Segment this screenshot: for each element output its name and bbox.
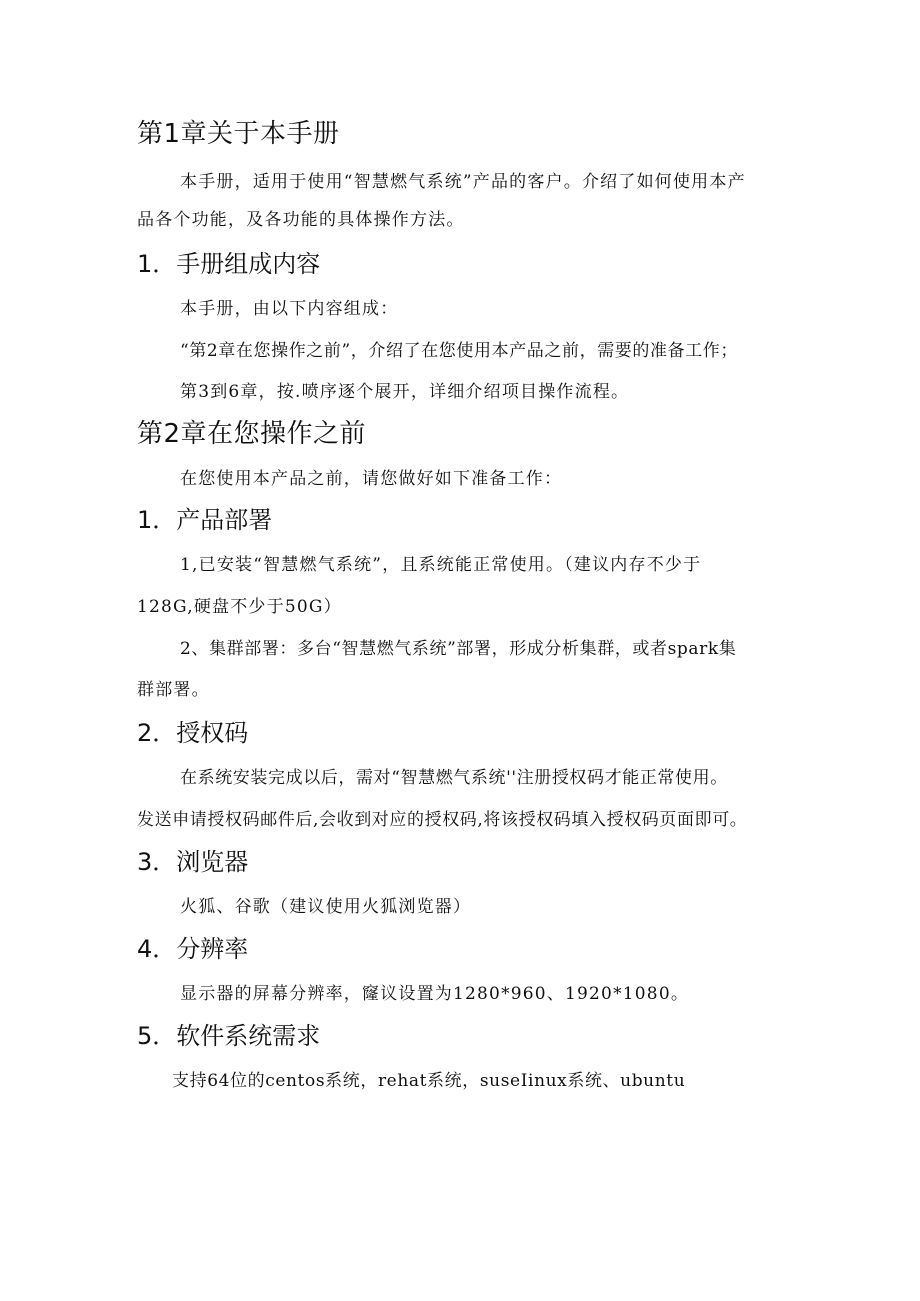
section-2-4-line-1: 显示器的屏幕分辨率，窿议设置为1280*960、1920*1080。	[180, 984, 690, 1004]
section-2-5-line-1: 支持64位的centos系统，rehat系统，suseIinux系统、ubuntu	[172, 1071, 686, 1091]
section-1-1-title: 1．手册组成内容	[137, 250, 321, 278]
chapter-1-intro-line-2: 品各个功能，及各功能的具体操作方法。	[137, 210, 465, 230]
chapter-1-title: 第1章关于本手册	[137, 119, 340, 149]
chapter-2-intro: 在您使用本产品之前，请您做好如下准备工作：	[180, 469, 563, 489]
section-2-1-item-2-line-1: 2、集群部署：多台“智慧燃气系统”部署，形成分析集群，或者spark集	[180, 639, 737, 659]
section-1-1-line-2: “第2章在您操作之前”，介绍了在您使用本产品之前，需要的准备工作；	[180, 341, 738, 361]
section-2-1-item-2-line-2: 群部署。	[137, 680, 210, 700]
section-2-3-title: 3．浏览器	[137, 848, 249, 876]
section-2-1-title: 1．产品部署	[137, 506, 273, 534]
chapter-1-intro-line-1: 本手册，适用于使用“智慧燃气系统”产品的客户。介绍了如何使用本产	[180, 172, 746, 192]
section-2-1-item-1-line-2: 128G,硬盘不少于50G）	[137, 597, 342, 617]
chapter-2-title: 第2章在您操作之前	[137, 419, 367, 449]
section-2-3-line-1: 火狐、谷歌（建议使用火狐浏览器）	[180, 897, 472, 917]
section-2-4-title: 4．分辨率	[137, 935, 249, 963]
section-2-2-line-1: 在系统安装完成以后，需对“智慧燃气系统''注册授权码才能正常使用。	[180, 768, 728, 788]
section-2-2-title: 2．授权码	[137, 719, 249, 747]
section-1-1-line-1: 本手册，由以下内容组成：	[180, 299, 399, 319]
section-2-1-item-1-line-1: 1,已安装“智慧燃气系统”，且系统能正常使用。（建议内存不少于	[180, 555, 702, 575]
section-2-2-line-2: 发送申请授权码邮件后,会收到对应的授权码,将该授权码填入授权码页面即可。	[137, 810, 748, 830]
section-2-5-title: 5．软件系统需求	[137, 1022, 321, 1050]
section-1-1-line-3: 第3到6章，按.喷序逐个展开，详细介绍项目操作流程。	[180, 382, 630, 402]
